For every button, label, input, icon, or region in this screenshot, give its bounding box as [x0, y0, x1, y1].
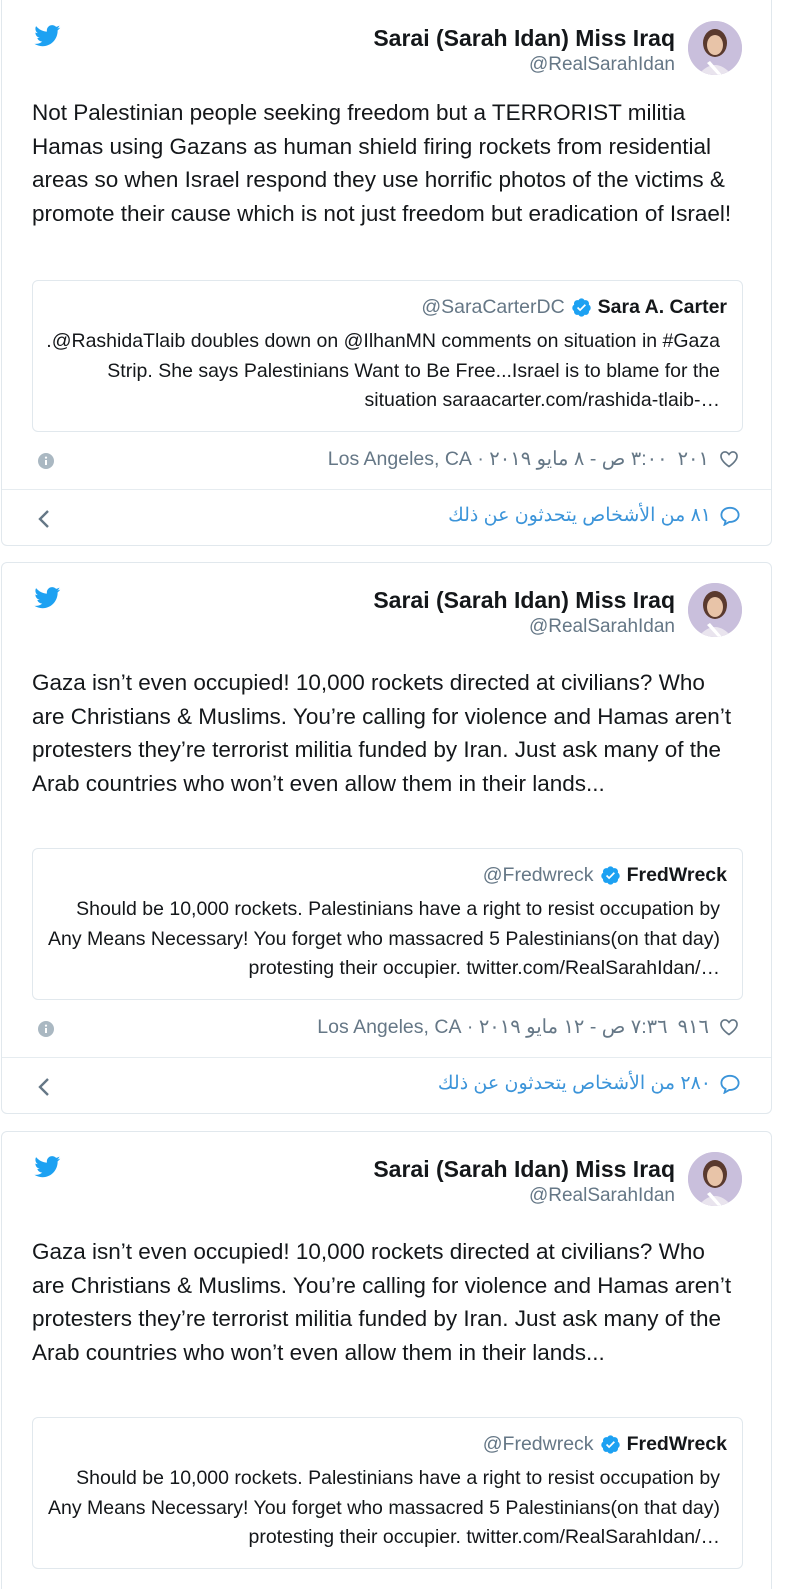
- quoted-author-name[interactable]: Sara A. Carter: [597, 296, 727, 318]
- quoted-text: Should be 10,000 rockets. Palestinians have a right to resist occupation by Any Means Necessary! You forget who massacred 5 Palestinians(on that day) protesting their occupier. twitter.com/RealSarahIdan/…: [47, 898, 720, 979]
- tweet-card[interactable]: [1, 562, 772, 1114]
- reply-bubble-icon[interactable]: [719, 506, 741, 526]
- verified-badge-icon: [571, 297, 592, 318]
- tweet-header: [2, 1, 771, 83]
- chevron-left-icon[interactable]: [36, 508, 52, 530]
- like-count: ٩١٦: [677, 1016, 709, 1038]
- tweet-meta: [2, 1015, 771, 1045]
- tweet-text: Gaza isn’t even occupied! 10,000 rockets directed at civilians? Who are Christians & Muslims. You’re calling for violence and Hamas aren’t protesters they’re terrorist militia funded by Iran. Just ask many of the Arab countries who won’t even allow them in their lands...: [32, 670, 732, 796]
- tweet-footer[interactable]: [2, 1058, 771, 1114]
- tweet-text: Gaza isn’t even occupied! 10,000 rockets directed at civilians? Who are Christians & Muslims. You’re calling for violence and Hamas aren’t protesters they’re terrorist militia funded by Iran. Just ask many of the Arab countries who won’t even allow them in their lands...: [32, 1239, 732, 1365]
- twitter-bird-icon[interactable]: [34, 25, 61, 47]
- tweet-author[interactable]: [373, 585, 675, 639]
- tweet-meta: [2, 447, 771, 477]
- quoted-tweet[interactable]: [32, 280, 743, 432]
- heart-icon[interactable]: [719, 449, 739, 469]
- avatar[interactable]: [688, 1152, 742, 1206]
- tweet-header: [2, 563, 771, 645]
- author-name[interactable]: Sarai (Sarah Idan) Miss Iraq: [373, 1156, 675, 1182]
- quoted-handle[interactable]: @SaraCarterDC: [421, 296, 565, 318]
- author-handle[interactable]: @RealSarahIdan: [528, 616, 675, 637]
- conversation-link[interactable]: ٨١ من الأشخاص يتحدثون عن ذلك: [448, 505, 711, 526]
- author-handle[interactable]: @RealSarahIdan: [528, 54, 675, 75]
- reply-bubble-icon[interactable]: [719, 1074, 741, 1094]
- quoted-author-name[interactable]: FredWreck: [626, 864, 727, 886]
- quoted-handle[interactable]: @Fredwreck: [482, 864, 594, 886]
- chevron-left-icon[interactable]: [36, 1076, 52, 1098]
- tweet-card[interactable]: [1, 1131, 772, 1589]
- author-handle[interactable]: @RealSarahIdan: [528, 1185, 675, 1206]
- like-count: ٢٠١: [677, 448, 709, 470]
- twitter-bird-icon[interactable]: [34, 1156, 61, 1178]
- author-name[interactable]: Sarai (Sarah Idan) Miss Iraq: [373, 587, 675, 613]
- avatar[interactable]: [688, 21, 742, 75]
- quoted-author-name[interactable]: FredWreck: [626, 1433, 727, 1455]
- quoted-tweet[interactable]: [32, 848, 743, 1000]
- conversation-link[interactable]: ٢٨٠ من الأشخاص يتحدثون عن ذلك: [437, 1073, 711, 1094]
- tweet-footer[interactable]: [2, 490, 771, 546]
- author-name[interactable]: Sarai (Sarah Idan) Miss Iraq: [373, 25, 675, 51]
- tweet-author[interactable]: [373, 1154, 675, 1208]
- verified-badge-icon: [600, 865, 621, 886]
- quoted-tweet[interactable]: [32, 1417, 743, 1569]
- tweet-text: Not Palestinian people seeking freedom but a TERRORIST militia Hamas using Gazans as human shield firing rockets from residential areas so when Israel respond they use horrific photos of the victims & promote their cause which is not just freedom but eradication of Israel!: [32, 100, 732, 226]
- tweet-card[interactable]: [1, 0, 772, 546]
- heart-icon[interactable]: [719, 1017, 739, 1037]
- tweet-header: [2, 1132, 771, 1214]
- info-icon[interactable]: [38, 453, 54, 469]
- timestamp[interactable]: ٣:٠٠ ص - ٨ مايو ٢٠١٩ · Los Angeles, CA: [327, 448, 668, 470]
- quoted-text: Should be 10,000 rockets. Palestinians have a right to resist occupation by Any Means Necessary! You forget who massacred 5 Palestinians(on that day) protesting their occupier. twitter.com/RealSarahIdan/…: [47, 1467, 720, 1548]
- tweet-author[interactable]: [373, 23, 675, 77]
- avatar[interactable]: [688, 583, 742, 637]
- quoted-text: .@RashidaTlaib doubles down on @IlhanMN comments on situation in #Gaza Strip. She says Palestinians Want to Be Free...Israel is to blame for the situation saraacarter.com/rashida-tlaib-…: [46, 330, 720, 411]
- twitter-bird-icon[interactable]: [34, 587, 61, 609]
- timestamp[interactable]: ٧:٣٦ ص - ١٢ مايو ٢٠١٩ · Los Angeles, CA: [317, 1016, 668, 1038]
- verified-badge-icon: [600, 1434, 621, 1455]
- quoted-handle[interactable]: @Fredwreck: [482, 1433, 594, 1455]
- info-icon[interactable]: [38, 1021, 54, 1037]
